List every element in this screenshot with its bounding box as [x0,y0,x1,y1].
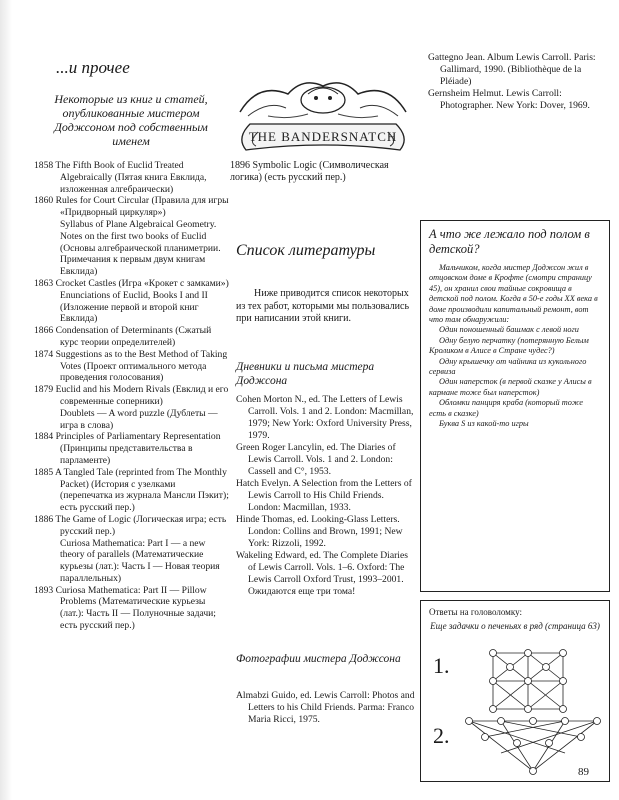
logo-text: THE BANDERSNATCH [248,129,398,144]
work-item: 1884 Principles of Parliamentary Representation (Принципы представительства в парламенте) [34,431,221,466]
diary-entry: Cohen Morton N., ed. The Letters of Lewis Carroll. Vols. 1 and 2. London: Macmillan, 1979; New York: Oxford University Press, 1979. [236,394,414,441]
puzzle-answers-box [420,600,610,782]
diary-entry: Green Roger Lancylin, ed. The Diaries of Lewis Carroll. Vols. 1 and 2. London: Cassell and C°, 1953. [236,442,396,477]
diary-entry: Hatch Evelyn. A Selection from the Letters of Lewis Carroll to His Child Friends. London: Macmillan, 1933. [236,478,412,513]
diary-entry: Hinde Thomas, ed. Looking-Glass Letters. London: Collins and Brown, 1991; New York: Rizzoli, 1992. [236,514,403,549]
diaries-list [236,394,418,598]
right-top-entries [428,52,608,112]
work-item: Doublets — A word puzzle (Дублеты — игра в слова) [60,407,218,431]
answers-title: Ответы на головоломку: [429,607,522,617]
answer-label-2: 2. [433,723,450,748]
box-paragraph: Одну белую перчатку (потерянную Белым Кроликом в Алисе в Стране чудес?) [429,335,589,356]
page-edge-shadow [0,0,12,800]
logo-caption: 1896 Symbolic Logic (Символическая логика) (есть русский пер.) [230,160,389,183]
work-item: 1858 The Fifth Book of Euclid Treated Algebraically (Пятая книга Евклида, изложенная алгебраически) [34,160,207,195]
work-item: 1863 Crocket Castles (Игра «Крокет с замками») [34,277,229,289]
work-item: 1879 Euclid and his Modern Rivals (Евклид и его современные соперники) [34,384,229,407]
box-paragraph: Одну крышечку от чайника из кукольного сервиза [429,356,587,377]
box-paragraph: Один наперсток (в первой сказке у Алисы в кармане тоже был наперсток) [429,377,592,397]
work-item: Enunciations of Euclid, Books I and II (Изложение первой и второй книг Евклида) [60,289,208,325]
photo-entry: Almabzi Guido, ed. Lewis Carroll: Photos and Letters to his Child Friends. Parma: Franco Maria Ricci, 1975. [236,690,415,725]
work-item: Curiosa Mathematica: Part I — a new theory of parallels (Математические курьезы (лат.): Часть I — Новая теория параллельных) [60,537,220,584]
work-item: 1874 Suggestions as to the Best Method of Taking Votes (Проект оптимального метода проведения голосования) [34,348,228,384]
section-subtitle: Некоторые из книг и статей, опубликованные мистером Доджсоном под собственным именем [54,92,208,148]
puzzle-diagram-1 [473,647,583,715]
work-item: 1866 Condensation of Determinants (Сжатый курс теории определителей) [34,325,212,348]
bib-entry: Gernsheim Helmut. Lewis Carroll: Photographer. New York: Dover, 1969. [428,88,590,111]
box-paragraph: Обломки панциря краба (который тоже есть в сказке) [429,398,583,418]
photos-list [236,690,418,726]
literature-title: Список литературы [236,242,376,259]
box-paragraph: Буква S из какой-то игры [439,419,529,429]
literature-intro: Ниже приводится список некоторых из тех работ, которыми мы пользовались при написании этой книги. [236,288,410,324]
work-item: Syllabus of Plane Algebraical Geometry. Notes on the first two books of Euclid (Основы алгебраической планиметрии. Примечания к первым двум книгам Евклида) [60,218,221,278]
answer-label-1: 1. [433,653,450,678]
box-text [429,263,601,430]
work-item: 1885 A Tangled Tale (reprinted from The Monthly Packet) (История с узелками (перепечатка из журнала Мансли Пэкит); есть русский пер.) [34,466,229,514]
box-paragraph: Один поношенный башмак с левой ноги [439,325,579,335]
box-title: А что же лежало под полом в детской? [429,227,590,256]
diaries-heading: Дневники и письма мистера Доджсона [236,361,375,387]
work-item: 1893 Curiosa Mathematica: Part II — Pillow Problems (Математические курьезы (лат.): Часть II — Полуночные задачи; есть русский пер.) [34,584,216,632]
answers-subtitle: Еще задачки о печеньях в ряд (страница 63) [430,621,600,631]
diary-entry: Wakeling Edward, ed. The Complete Diaries of Lewis Carroll. Vols. 1–6. Oxford: The Lewis Carroll Oxford Trust, 1993–2001. Ожидаются еще три тома! [236,550,408,597]
works-list [34,160,230,632]
photos-heading: Фотографии мистера Доджсона [236,653,401,665]
box-paragraph: Мальчиком, когда мистер Доджсон жил в отцовском доме в Крофте (смотри страницу 45), он хранил свои тайные сокровища в детской под полом. Когда в 50-е годы XX века в доме производили капитальный ремонт, вот что там обнаружили: [429,263,598,325]
nursery-floor-box [420,220,610,592]
bandersnatch-logo [228,72,418,156]
work-item: 1886 The Game of Logic (Логическая игра; есть русский пер.) [34,513,227,537]
section-title: ...и прочее [56,58,130,77]
bib-entry: Gattegno Jean. Album Lewis Carroll. Paris: Gallimard, 1990. (Bibliothèque de la Pléiade) [428,52,596,87]
work-item: 1860 Rules for Court Circular (Правила для игры «Придворный циркуляр») [34,195,229,219]
page-number: 89 [578,766,589,778]
